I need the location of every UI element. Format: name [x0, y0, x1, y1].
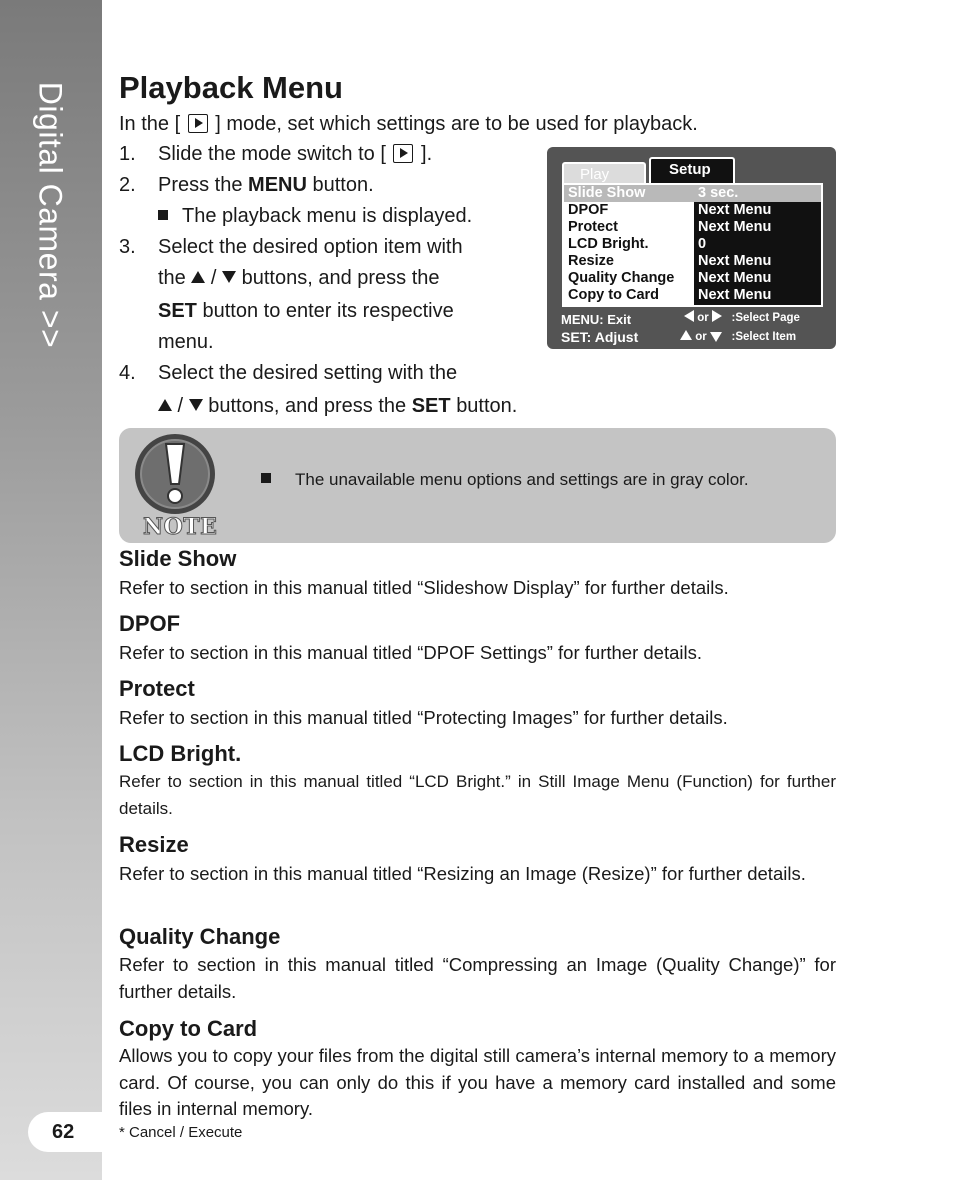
section-body: Refer to section in this manual titled “LCD Bright.” in Still Image Menu (Function) for further details. [119, 772, 836, 818]
bullet-square-icon [261, 473, 271, 483]
section-body: Allows you to copy your files from the digital still camera’s internal memory to a memory card. Of course, you can only do this if you have a memory card installed and some files in internal memory. [119, 1045, 836, 1119]
tab-setup: Setup [649, 157, 735, 183]
tab-play: Play [562, 162, 646, 184]
side-band [0, 0, 102, 1180]
side-tab-label: Digital Camera >> [32, 81, 69, 349]
note-label: NOTE [143, 514, 218, 540]
page-title: Playback Menu [119, 70, 343, 105]
step-2-bullet: The playback menu is displayed. [158, 205, 472, 228]
menu-row: LCD Bright. 0 [568, 236, 707, 252]
menu-row: Protect Next Menu [568, 219, 772, 235]
menu-row: Quality Change Next Menu [568, 270, 772, 286]
left-arrow-icon [684, 310, 694, 322]
section-body: Refer to section in this manual titled “Protecting Images” for further details. [119, 707, 728, 728]
section-heading: Quality Change [119, 924, 281, 949]
intro-text [119, 113, 698, 136]
exclamation-icon [133, 432, 217, 516]
up-arrow-icon [158, 399, 172, 411]
up-arrow-icon [680, 330, 692, 340]
section-body: Refer to section in this manual titled “Compressing an Image (Quality Change)” for further details. [119, 954, 836, 1002]
menu-row: Resize Next Menu [568, 253, 772, 269]
note-box [119, 428, 836, 543]
select-page-hint: or :Select Page [684, 310, 800, 324]
section-heading: Resize [119, 832, 189, 857]
step-3-line3: SET button to enter its respective [158, 300, 454, 322]
page-number: 62 [28, 1112, 102, 1152]
menu-row: DPOF Next Menu [568, 202, 772, 218]
section-heading: DPOF [119, 611, 181, 636]
step-3-line2: the / buttons, and press the [158, 267, 440, 289]
set-adjust-hint: SET: Adjust [561, 329, 639, 345]
up-arrow-icon [191, 271, 205, 283]
select-item-hint: or :Select Item [680, 330, 796, 343]
footnote: * Cancel / Execute [119, 1124, 243, 1141]
down-arrow-icon [189, 399, 203, 411]
menu-list [562, 183, 823, 307]
note-text: The unavailable menu options and settings are in gray color. [261, 470, 749, 490]
right-arrow-icon [712, 310, 722, 322]
menu-row: Copy to Card Next Menu [568, 287, 772, 303]
intro-after: ] mode, set which settings are to be used for playback. [215, 113, 698, 135]
playback-mode-icon [393, 144, 413, 163]
playback-mode-icon [188, 114, 208, 133]
intro-before: In the [ [119, 113, 181, 135]
down-arrow-icon [710, 332, 722, 342]
section-body: Refer to section in this manual titled “Resizing an Image (Resize)” for further details. [119, 863, 806, 884]
menu-exit-hint: MENU: Exit [561, 312, 632, 327]
section-heading: Copy to Card [119, 1016, 258, 1041]
step-4-line2: / buttons, and press the SET button. [158, 395, 517, 418]
down-arrow-icon [222, 271, 236, 283]
section-heading: LCD Bright. [119, 741, 242, 766]
step-3-line4: menu. [158, 331, 214, 353]
bullet-square-icon [158, 210, 168, 220]
section-body: Refer to section in this manual titled “DPOF Settings” for further details. [119, 642, 702, 663]
menu-row: Slide Show 3 sec. [564, 185, 821, 202]
section-heading: Slide Show [119, 546, 237, 571]
section-body: Refer to section in this manual titled “Slideshow Display” for further details. [119, 577, 729, 598]
section-heading: Protect [119, 676, 195, 701]
camera-menu-screen [547, 147, 836, 349]
